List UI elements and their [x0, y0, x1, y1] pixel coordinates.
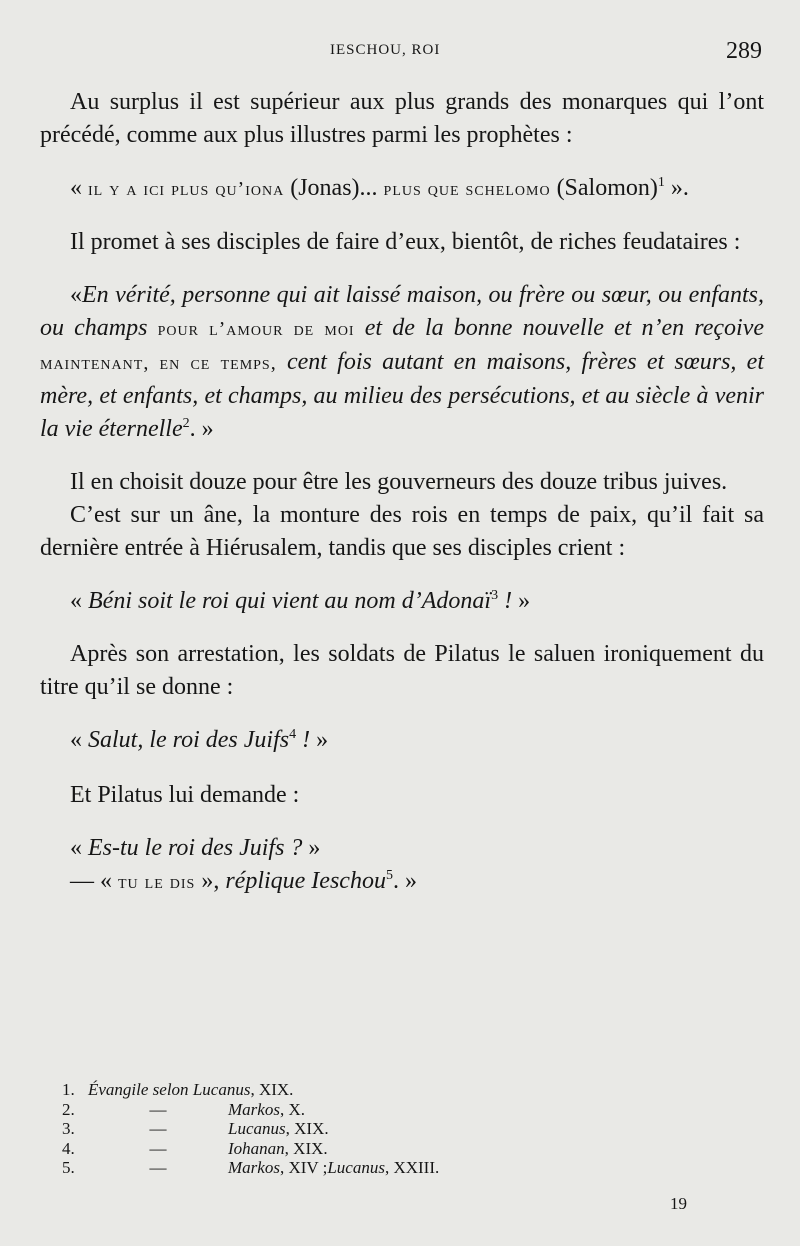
footnote-5: 5. — Markos , XIV ; Lucanus , XXIII. [62, 1158, 440, 1177]
small-caps-text: il y a ici plus qu’iona [88, 178, 285, 200]
signature-mark: 19 [670, 1194, 687, 1213]
footnote-ref: 3 [491, 588, 499, 603]
quote-beni-soit: « Béni soit le roi qui vient au nom d’Adonaï$^3$ ! » [70, 588, 531, 614]
footnote-ref: 4 [289, 727, 297, 742]
quote-es-tu: « Es-tu le roi des Juifs ? » [70, 835, 321, 861]
body-text [40, 86, 764, 899]
quote-iona-schelomo: « il y a ici plus qu’iona (Jonas)... plus que schelomo (Salomon)$^1$ ». [70, 175, 689, 201]
footnote-4: 4. — Iohanan , XIX. [62, 1138, 328, 1158]
footnote-ref: 1 [657, 175, 665, 190]
footnote-1: 1. Évangile selon Lucanus , XIX. [62, 1080, 294, 1099]
paragraph-2: Il promet à ses disciples de faire d’eux, bientôt, de riches feudataires : [70, 229, 741, 255]
paragraph-5: Après son arrestation, les soldats de Pilatus le saluen ironiquement du titre qu’il se donne : [40, 641, 764, 700]
running-title: IESCHOU, ROI [330, 42, 441, 58]
footnotes [62, 1080, 682, 1178]
footnote-3: 3. — Lucanus , XIX. [62, 1119, 329, 1138]
paragraph-6: Et Pilatus lui demande : [70, 782, 300, 808]
paragraph-4: C’est sur un âne, la monture des rois en temps de paix, qu’il fait sa dernière entrée à Hiérusalem, tandis que ses disciples crient : [40, 502, 764, 561]
small-caps-text: tu le dis [118, 871, 196, 893]
page-number: 289 [726, 38, 762, 64]
small-caps-text: pour l’amour de moi [147, 318, 365, 340]
small-caps-text: plus que schelomo [383, 178, 551, 200]
small-caps-text: maintenant, en ce temps, [40, 352, 287, 374]
footnote-ref: 5 [385, 868, 393, 883]
footnote-2: 2. — Markos , X. [62, 1099, 305, 1119]
paragraph-3: Il en choisit douze pour être les gouverneurs des douze tribus juives. [70, 469, 728, 495]
quote-en-verite: «En vérité, personne qui ait laissé maison, ou frère ou sœur, ou enfants, ou champs pour l’amour de moi et de la bonne nouvelle et n’en reçoive maintenant, en ce temps, cent fois autant en maisons, frères et sœurs, et mère, et enfants, et champs, au milieu des persécutions, et au siècle à venir la vie éternelle$^2$. » [40, 282, 764, 442]
running-head [0, 38, 800, 68]
paragraph-1: Au surplus il est supérieur aux plus grands des monarques qui l’ont précédé, comme aux plus illustres parmi les prophètes : [40, 89, 764, 148]
quote-tu-le-dis: — « tu le dis », réplique Ieschou$^5$. » [70, 868, 417, 894]
footnote-ref: 2 [182, 416, 190, 431]
quote-salut: « Salut, le roi des Juifs$^4$ ! » [70, 727, 329, 753]
